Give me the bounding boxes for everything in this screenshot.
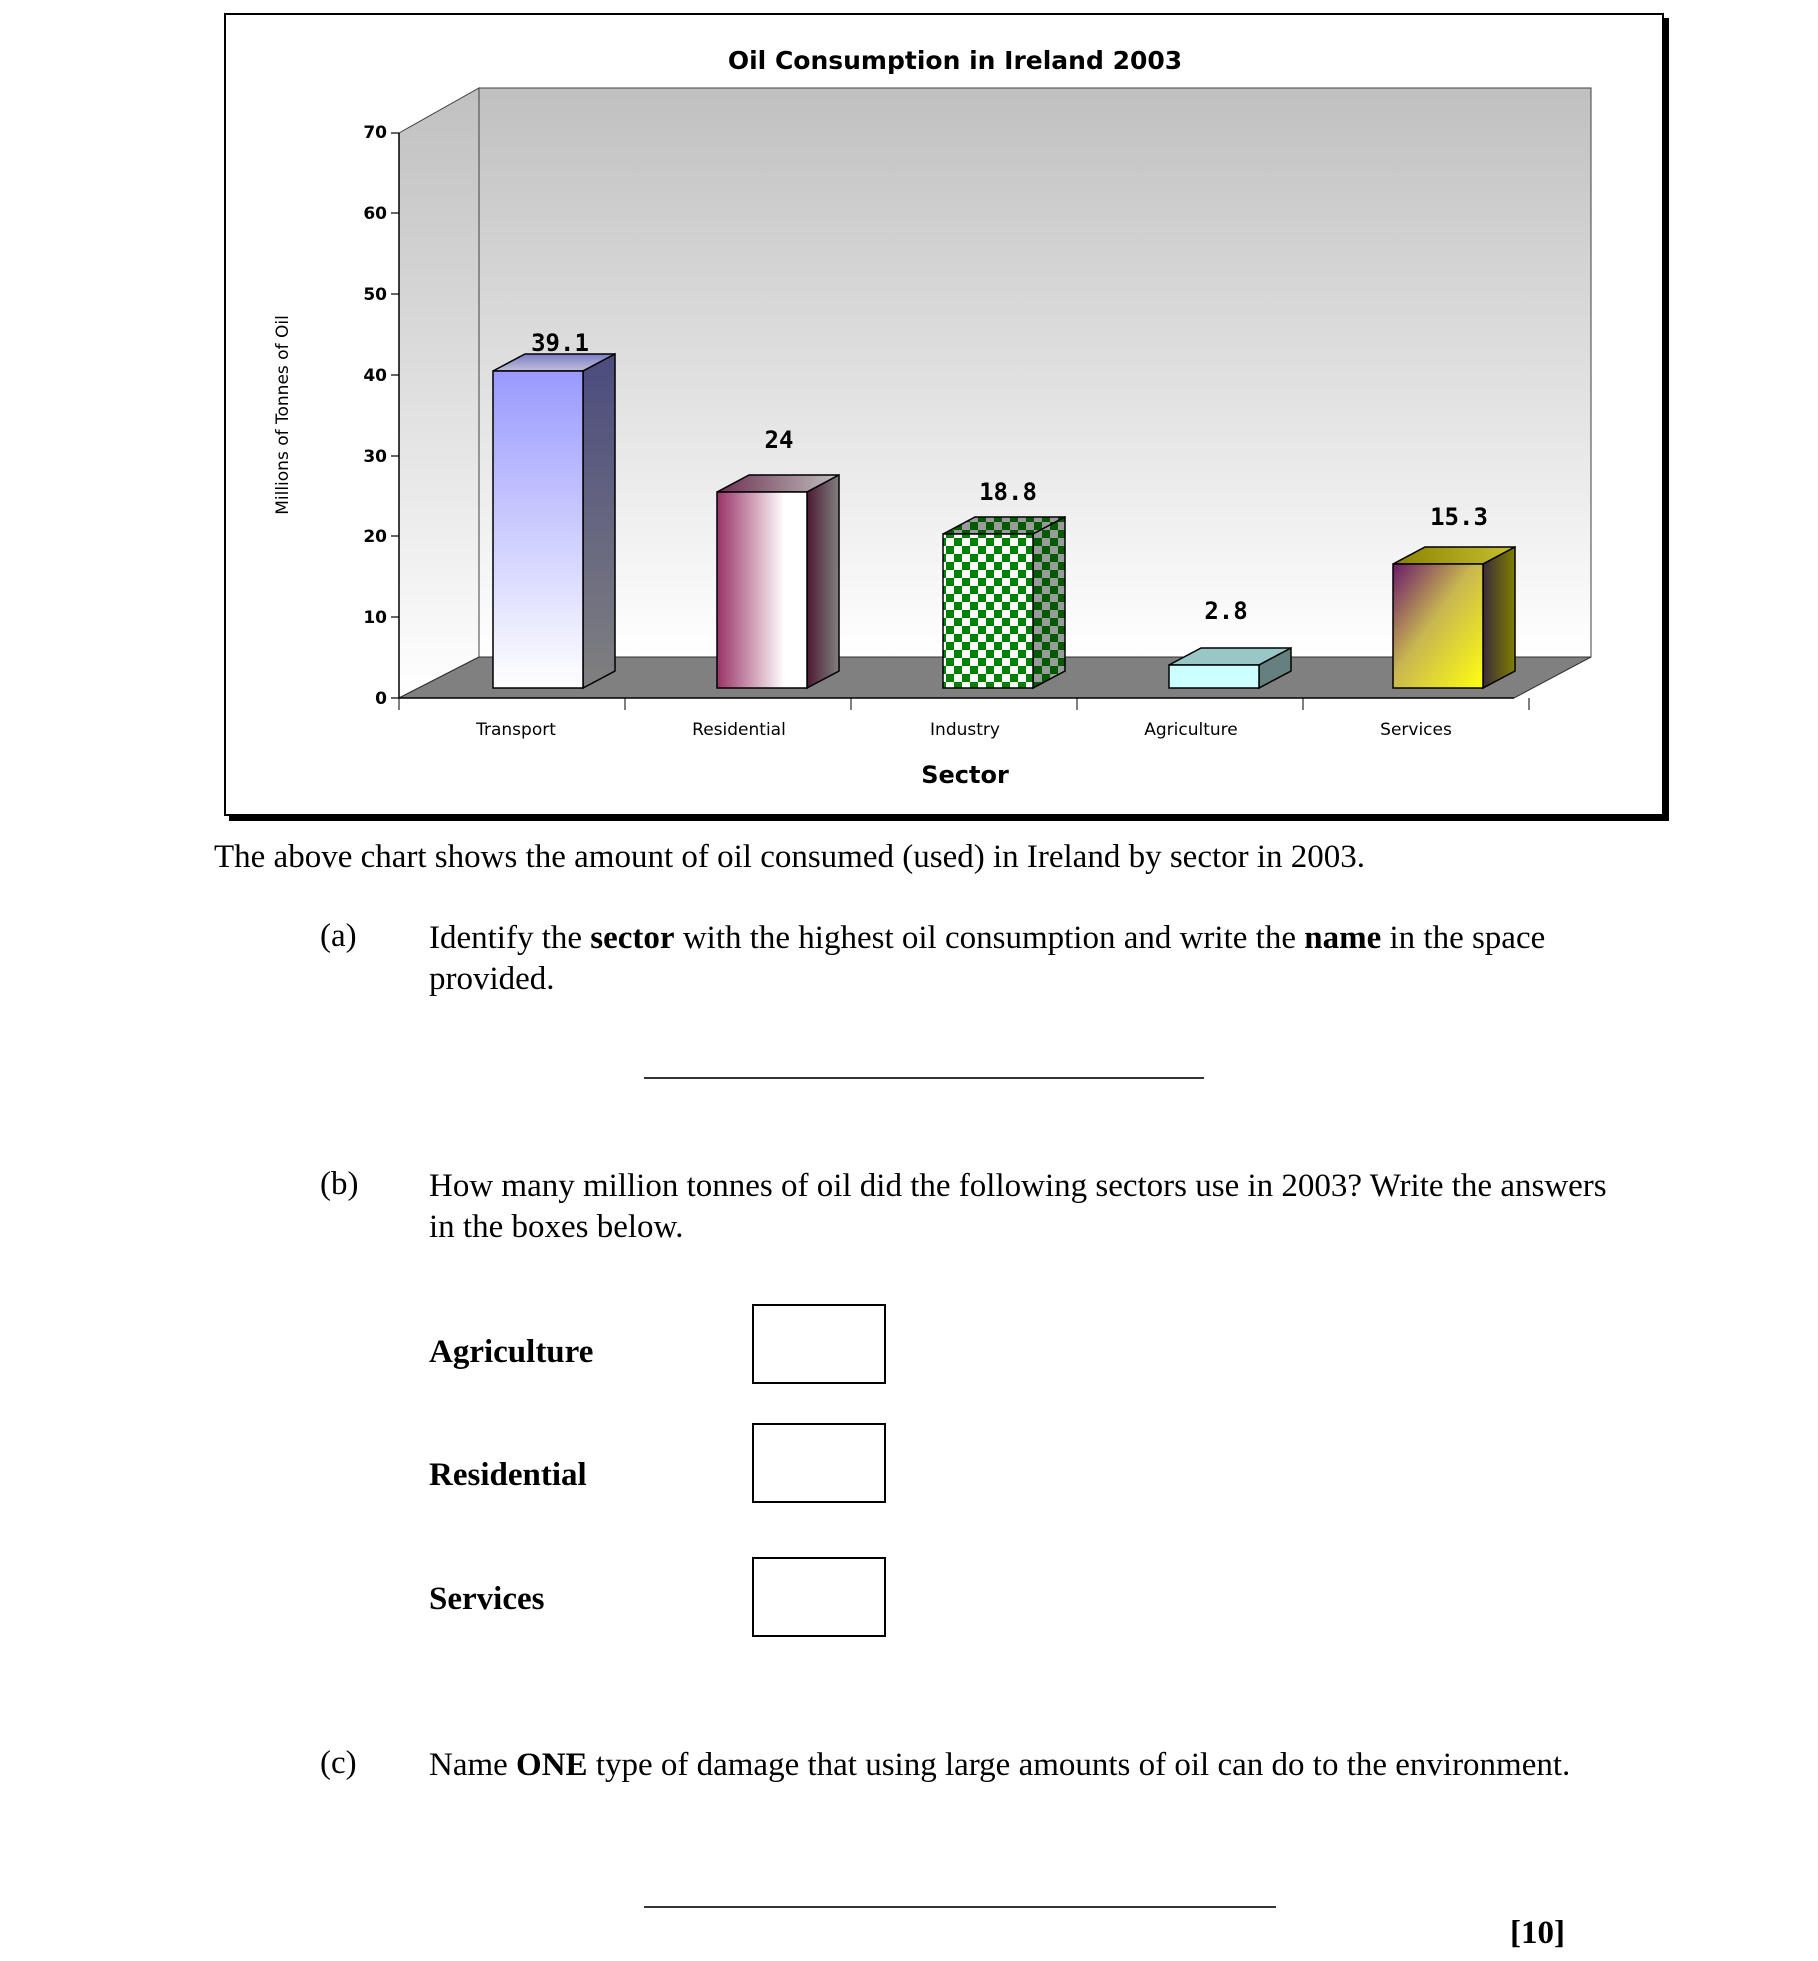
question-keyword: name	[1304, 920, 1382, 956]
question-b-text: How many million tonnes of oil did the following sectors use in 2003? Write the answers in the boxes below.	[429, 1168, 1607, 1245]
y-axis-title: Millions of Tonnes of Oil	[273, 315, 293, 515]
bar-label-services: 15.3	[1430, 503, 1488, 531]
y-tick-label: 50	[363, 285, 387, 305]
box-label-services: Services	[429, 1581, 545, 1617]
category-label: Services	[1380, 720, 1452, 740]
x-axis-title: Sector	[921, 761, 1009, 789]
y-tick-label: 70	[363, 123, 387, 143]
question-b-label: (b)	[320, 1166, 359, 1202]
question-keyword: sector	[590, 920, 675, 956]
question-a-text	[429, 918, 1609, 1000]
question-c-label: (c)	[320, 1745, 357, 1781]
chart-frame	[224, 13, 1664, 816]
answer-line-a[interactable]	[644, 1077, 1204, 1079]
answer-box-residential[interactable]	[752, 1423, 886, 1503]
y-tick-marks	[391, 133, 399, 698]
x-axis	[399, 698, 1529, 710]
question-a-label: (a)	[320, 918, 357, 954]
bar-chart	[226, 15, 1666, 818]
bar-label-transport: 39.1	[531, 329, 589, 357]
category-label: Agriculture	[1144, 720, 1238, 740]
bar-label-agriculture: 2.8	[1204, 597, 1248, 625]
category-label: Residential	[692, 720, 786, 740]
chart-title: Oil Consumption in Ireland 2003	[727, 46, 1183, 75]
y-tick-label: 60	[363, 204, 387, 224]
y-tick-label: 30	[363, 447, 387, 467]
bar-label-industry: 18.8	[979, 478, 1037, 506]
bar-services	[1393, 547, 1515, 688]
marks-total: [10]	[1510, 1915, 1565, 1951]
question-text-span: Identify the	[429, 920, 591, 956]
question-text-span: type of damage that using large amounts of oil can do to the environment.	[587, 1747, 1571, 1783]
answer-box-agriculture[interactable]	[752, 1304, 886, 1384]
category-labels	[475, 720, 1452, 740]
y-tick-labels	[363, 123, 387, 709]
y-tick-label: 10	[363, 608, 387, 628]
box-label-residential: Residential	[429, 1457, 587, 1493]
y-tick-label: 0	[375, 689, 387, 709]
y-tick-label: 20	[363, 527, 387, 547]
bar-industry	[943, 517, 1065, 688]
bar-label-residential: 24	[764, 426, 794, 454]
y-tick-label: 40	[363, 366, 387, 386]
chart-description: The above chart shows the amount of oil consumed (used) in Ireland by sector in 2003.	[214, 839, 1366, 875]
question-c-text	[429, 1745, 1609, 1786]
category-label: Transport	[476, 720, 556, 740]
bar-residential	[717, 475, 839, 688]
category-label: Industry	[930, 720, 1000, 740]
question-text-span: in the space provided.	[429, 920, 1546, 997]
bar-transport	[493, 354, 615, 688]
box-label-agriculture: Agriculture	[429, 1334, 594, 1370]
question-text-span: with the highest oil consumption and write the	[674, 920, 1305, 956]
answer-box-services[interactable]	[752, 1557, 886, 1637]
answer-line-c[interactable]	[644, 1906, 1276, 1908]
question-keyword: ONE	[516, 1747, 588, 1783]
question-text-span: Name	[429, 1747, 517, 1783]
